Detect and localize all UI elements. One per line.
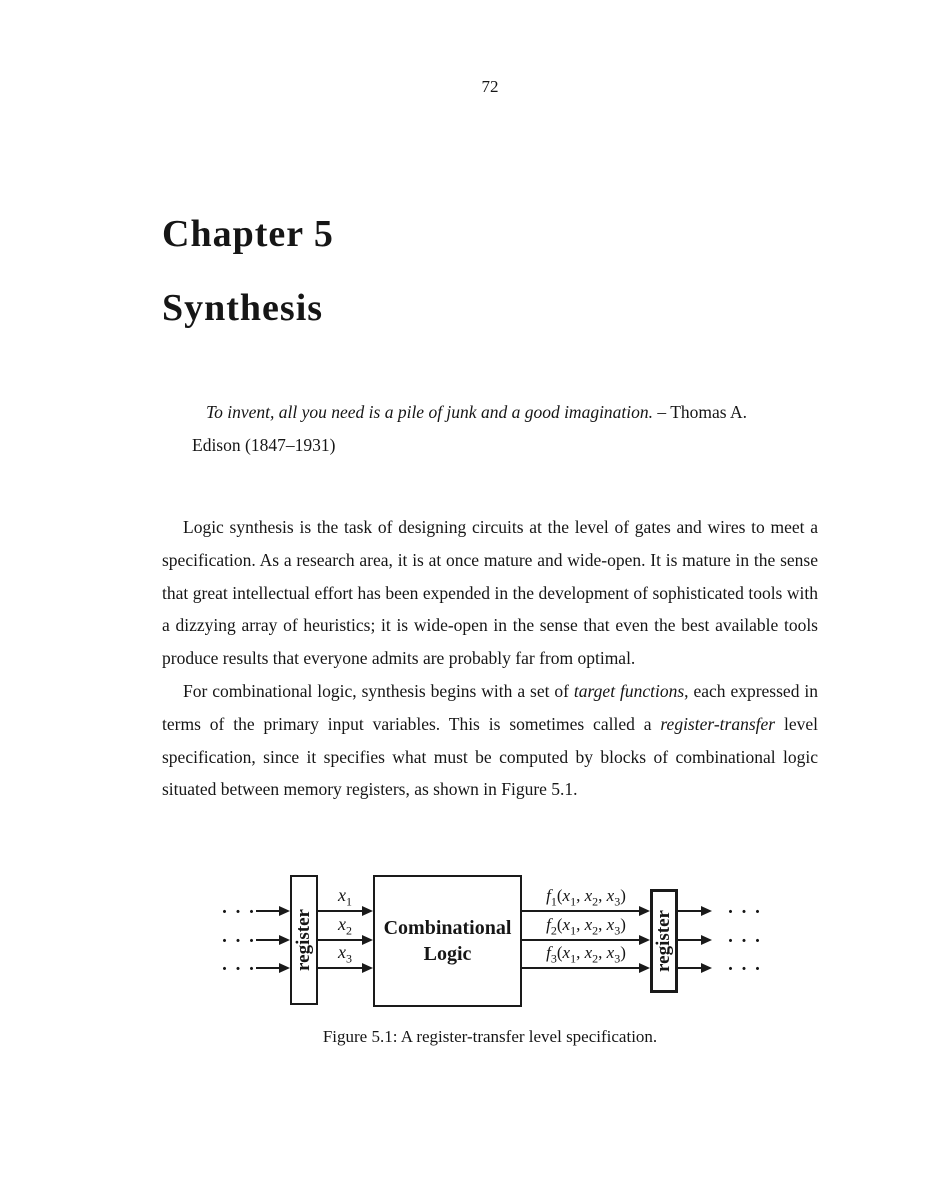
chapter-heading: Chapter 5 [162,213,334,255]
x3-label: $x_3$ [338,942,352,966]
combinational-logic-box [373,875,522,1007]
x3-wire [318,967,362,969]
output-arrowhead-icon-1 [701,906,712,916]
left-ellipsis-3: . . . [222,954,256,975]
right-ellipsis-3: . . . [728,954,762,975]
figure-5-1-diagram [200,862,760,1012]
right-ellipsis-2: . . . [728,926,762,947]
output-wire-3 [678,967,701,969]
x1-arrowhead-icon [362,906,373,916]
register-box-left [290,875,318,1005]
page-number: 72 [481,77,499,96]
x3-arrowhead-icon [362,963,373,973]
x2-wire [318,939,362,941]
right-ellipsis-1: . . . [728,897,762,918]
quote-attribution: – Thomas A. Edison (1847–1931) [192,402,748,455]
output-wire-2 [678,939,701,941]
paragraph-2: For combinational logic, synthesis begins with a set of target functions, each expressed in terms of the primary input variables. This is sometimes called a register-transfer level specification, since it specifies what must be computed by blocks of combinational logic situated between memory registers, as shown in Figure 5.1. [162,680,818,800]
f1-label: $f_1(x_1$, $x_2$, $x_3$) [546,886,626,909]
f2-label: $f_2(x_1$, $x_2$, $x_3$) [546,915,626,938]
output-wire-1 [678,910,701,912]
input-wire-3 [256,967,280,969]
f3-label: $f_3(x_1$, $x_2$, $x_3$) [546,943,626,966]
f3-arrowhead-icon [639,963,650,973]
output-arrowhead-icon-3 [701,963,712,973]
output-arrowhead-icon-2 [701,935,712,945]
combinational-logic-label-line1: Combinational [383,917,512,939]
x2-label: $x_2$ [338,914,352,938]
x2-arrowhead-icon [362,935,373,945]
x1-wire [318,910,362,912]
f3-wire [522,967,639,969]
input-arrowhead-icon-1 [279,906,290,916]
f2-wire [522,939,639,941]
paragraph-1: Logic synthesis is the task of designing circuits at the level of gates and wires to meet a specification. As a research area, it is at once mature and wide-open. It is mature in the sense that great intellectual effort has been expended in the development of sophisticated tools with a dizzying array of heuristics; it is wide-open in the sense that even the best available tools produce results that everyone admits are probably far from optimal. [162,517,818,669]
left-ellipsis-2: . . . [222,926,256,947]
figure-caption: Figure 5.1: A register-transfer level specification. [322,1027,658,1046]
x1-label: $x_1$ [338,885,352,909]
f1-wire [522,910,639,912]
epigraph-quote [192,396,778,462]
combinational-logic-label-line2: Logic [423,943,472,965]
input-wire-1 [256,910,280,912]
body-text [162,511,818,806]
left-ellipsis-1: . . . [222,897,256,918]
input-arrowhead-icon-3 [279,963,290,973]
register-right-label: register [653,910,674,972]
register-box-right [650,889,678,993]
input-wire-2 [256,939,280,941]
register-left-label: register [293,909,314,971]
input-arrowhead-icon-2 [279,935,290,945]
quote-text: To invent, all you need is a pile of junk and a good imagination. [206,402,654,422]
chapter-title: Synthesis [162,287,324,329]
